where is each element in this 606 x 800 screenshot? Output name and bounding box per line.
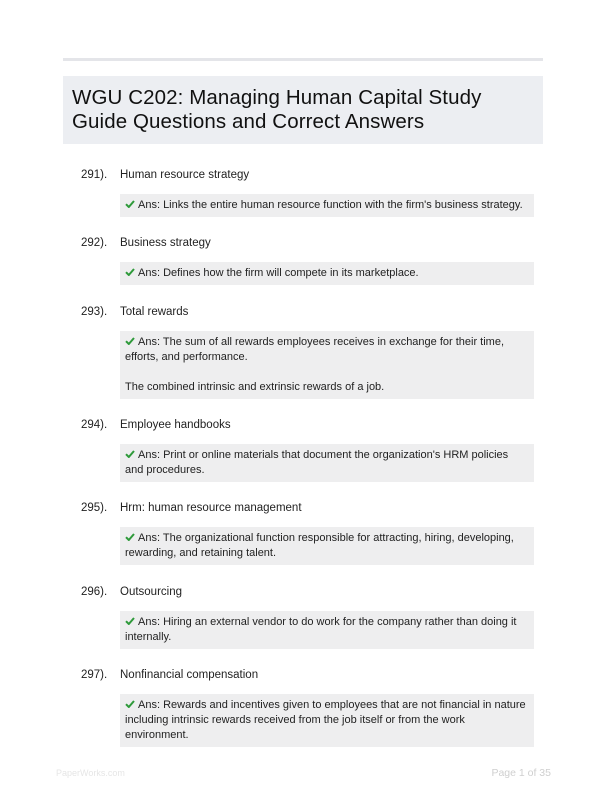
answer-text: Ans: Rewards and incentives given to employees that are not financial in nature including intrinsic rewards received from the job itself or from the work environment. [125, 699, 526, 741]
check-icon [125, 200, 135, 208]
page-title [72, 86, 481, 134]
answer-text: Ans: Links the entire human resource function with the firm's business strategy. [138, 199, 523, 211]
question-number: 293). [81, 306, 108, 318]
answer-text: Ans: Print or online materials that document the organization's HRM policies and procedures. [125, 449, 509, 476]
answer-box [120, 194, 534, 217]
title-line-1: WGU C202: Managing Human Capital Study [72, 86, 482, 109]
check-icon [125, 268, 135, 276]
answer-box [120, 694, 534, 747]
question-text: Total rewards [120, 306, 189, 318]
answer-box [120, 611, 534, 649]
check-icon [125, 700, 135, 708]
answer-box [120, 527, 534, 565]
answer-text: Ans: Defines how the firm will compete in its marketplace. [138, 267, 419, 279]
question-number: 292). [81, 237, 108, 249]
question-number: 294). [81, 419, 108, 431]
answer-text: Ans: The sum of all rewards employees receives in exchange for their time, efforts, and performance. [125, 336, 505, 363]
answer-text: Ans: Hiring an external vendor to do work for the company rather than doing it internally. [125, 616, 517, 643]
check-icon [125, 533, 135, 541]
answer-box [120, 444, 534, 482]
top-rule [63, 58, 543, 61]
check-icon [125, 337, 135, 345]
question-number: 297). [81, 669, 108, 681]
question-text: Nonfinancial compensation [120, 669, 259, 681]
question-number: 295). [81, 502, 108, 514]
question-number: 291). [81, 169, 108, 181]
question-text: Human resource strategy [120, 169, 250, 181]
question-text: Hrm: human resource management [120, 502, 302, 514]
footer-watermark: PaperWorks.com [56, 768, 125, 778]
answer-text: Ans: The organizational function responsible for attracting, hiring, developing, rewarding, and retaining talent. [125, 532, 514, 559]
check-icon [125, 617, 135, 625]
question-text: Outsourcing [120, 586, 183, 598]
answer-box [120, 262, 534, 285]
page-indicator: Page 1 of 35 [491, 767, 551, 779]
answer-box [120, 331, 534, 399]
answer-extra-text: The combined intrinsic and extrinsic rewards of a job. [125, 381, 385, 393]
question-text: Employee handbooks [120, 419, 231, 431]
question-number: 296). [81, 586, 108, 598]
question-text: Business strategy [120, 237, 211, 249]
title-line-2: Guide Questions and Correct Answers [72, 110, 425, 133]
title-banner [63, 76, 543, 144]
check-icon [125, 450, 135, 458]
